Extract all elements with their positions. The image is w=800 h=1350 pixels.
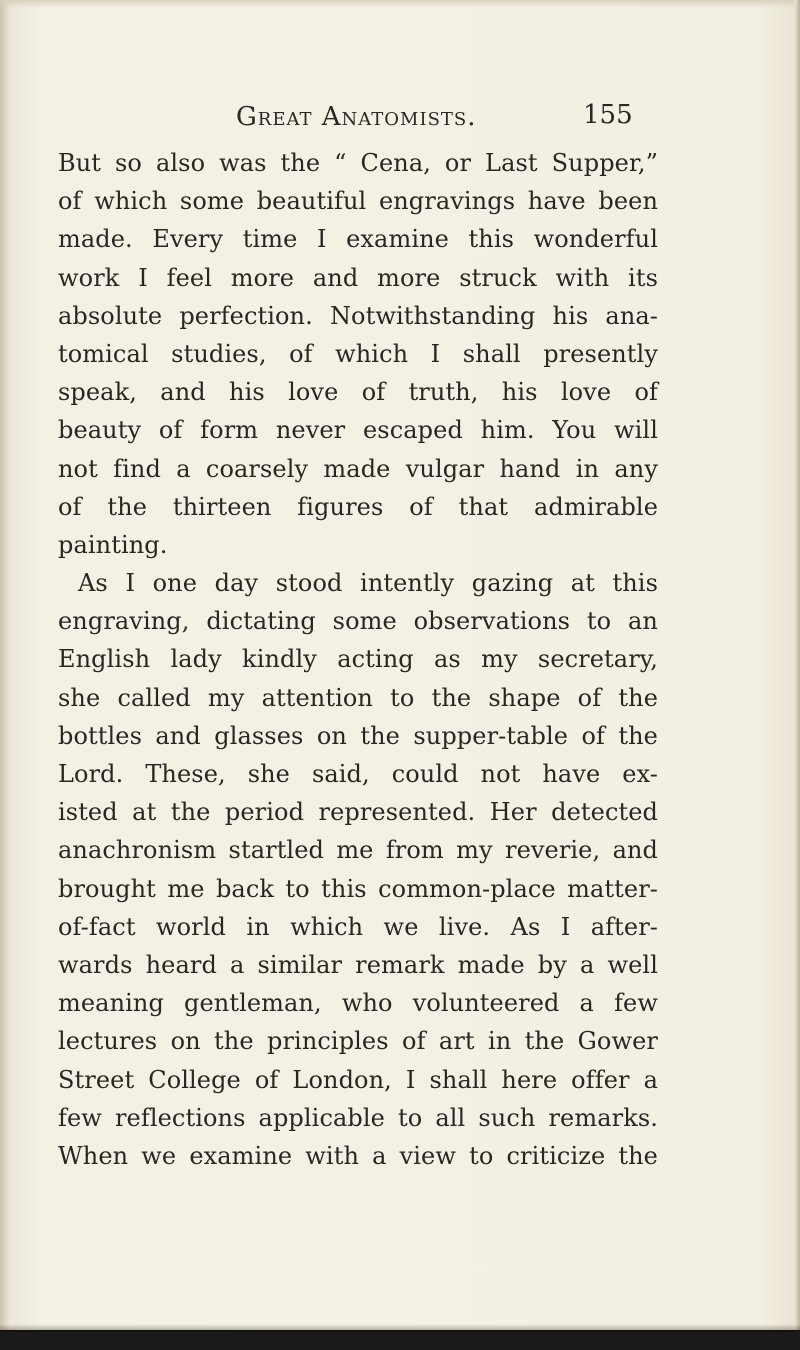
- text-line: of-fact world in which we live. As I after-: [58, 912, 658, 941]
- text-line: speak, and his love of truth, his love of: [58, 378, 658, 407]
- text-line: of the thirteen figures of that admirable: [58, 492, 658, 521]
- text-line: When we examine with a view to criticize the: [58, 1141, 658, 1170]
- text-line: of which some beautiful engravings have been: [58, 187, 658, 216]
- text-line: not find a coarsely made vulgar hand in any: [58, 454, 658, 483]
- text-line: made. Every time I examine this wonderful: [58, 225, 658, 254]
- text-line: meaning gentleman, who volunteered a few: [58, 989, 658, 1018]
- text-line: work I feel more and more struck with its: [58, 263, 658, 292]
- body-text: [58, 144, 658, 1175]
- text-line: absolute perfection. Notwithstanding his ana-: [58, 301, 658, 330]
- text-line: few reflections applicable to all such remarks.: [58, 1103, 658, 1132]
- page-right-edge: [795, 0, 800, 1330]
- text-line: Street College of London, I shall here offer a: [58, 1065, 658, 1094]
- text-line: bottles and glasses on the supper-table of the: [58, 721, 658, 750]
- text-line: English lady kindly acting as my secretary,: [58, 645, 658, 674]
- running-head: Great Anatomists.: [236, 102, 477, 132]
- page-bottom-edge: [0, 1330, 800, 1350]
- text-line: she called my attention to the shape of the: [58, 683, 658, 712]
- text-line: engraving, dictating some observations to an: [58, 607, 658, 636]
- text-line: isted at the period represented. Her detected: [58, 798, 658, 827]
- text-line: But so also was the “ Cena, or Last Supper,”: [58, 149, 658, 177]
- text-line: painting.: [58, 530, 168, 559]
- text-line: tomical studies, of which I shall presently: [58, 339, 658, 368]
- text-line: Lord. These, she said, could not have ex-: [58, 760, 658, 788]
- page-number: 155: [583, 100, 633, 130]
- text-line: beauty of form never escaped him. You will: [58, 416, 658, 445]
- text-line: anachronism startled me from my reverie, and: [58, 836, 658, 865]
- page-top-edge: [0, 0, 800, 8]
- text-line: brought me back to this common-place matter-: [58, 874, 658, 903]
- page-binding-shadow: [0, 0, 10, 1350]
- text-line: wards heard a similar remark made by a well: [58, 950, 658, 979]
- text-line: As I one day stood intently gazing at this: [78, 569, 658, 598]
- text-line: lectures on the principles of art in the Gower: [58, 1027, 658, 1056]
